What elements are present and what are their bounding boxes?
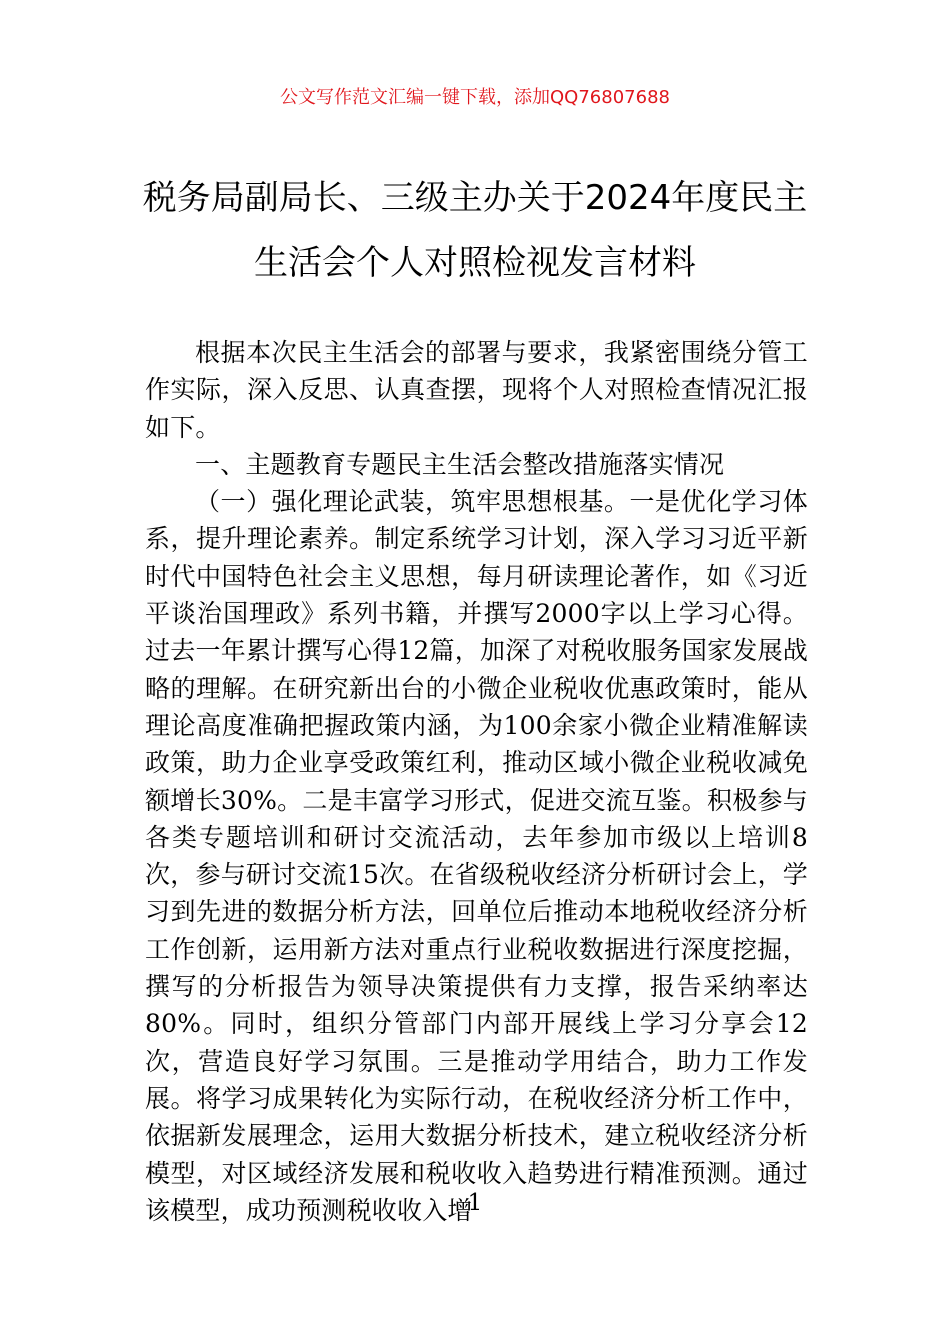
promo-banner: 公文写作范文汇编一键下载，添加QQ76807688	[280, 87, 670, 108]
intro-paragraph: 根据本次民主生活会的部署与要求，我紧密围绕分管工作实际，深入反思、认真查摆，现将个人对照检查情况汇报如下。	[145, 338, 808, 442]
document-body	[145, 334, 808, 1229]
body-paragraph: （一）强化理论武装，筑牢思想根基。一是优化学习体系，提升理论素养。制定系统学习计划，深入学习习近平新时代中国特色社会主义思想，每月研读理论著作，如《习近平谈治国理政》系列书籍，并撰写2000字以上学习心得。过去一年累计撰写心得12篇，加深了对税收服务国家发展战略的理解。在研究新出台的小微企业税收优惠政策时，能从理论高度准确把握政策内涵，为100余家小微企业精准解读政策，助力企业享受政策红利，推动区域小微企业税收减免额增长30%。二是丰富学习形式，促进交流互鉴。积极参与各类专题培训和研讨交流活动，去年参加市级以上培训8次，参与研讨交流15次。在省级税收经济分析研讨会上，学习到先进的数据分析方法，回单位后推动本地税收经济分析工作创新，运用新方法对重点行业税收数据进行深度挖掘，撰写的分析报告为领导决策提供有力支撑，报告采纳率达80%。同时，组织分管部门内部开展线上学习分享会12次，营造良好学习氛围。三是推动学用结合，助力工作发展。将学习成果转化为实际行动，在税收经济分析工作中，依据新发展理念，运用大数据分析技术，建立税收经济分析模型，对区域经济发展和税收收入趋势进行精准预测。通过该模型，成功预测税收收入增	[145, 487, 808, 1225]
section-heading: 一、主题教育专题民主生活会整改措施落实情况	[195, 449, 725, 479]
page-number: 1	[467, 1190, 483, 1216]
document-title: 税务局副局长、三级主办关于2024年度民主生活会个人对照检视发言材料	[142, 178, 808, 283]
